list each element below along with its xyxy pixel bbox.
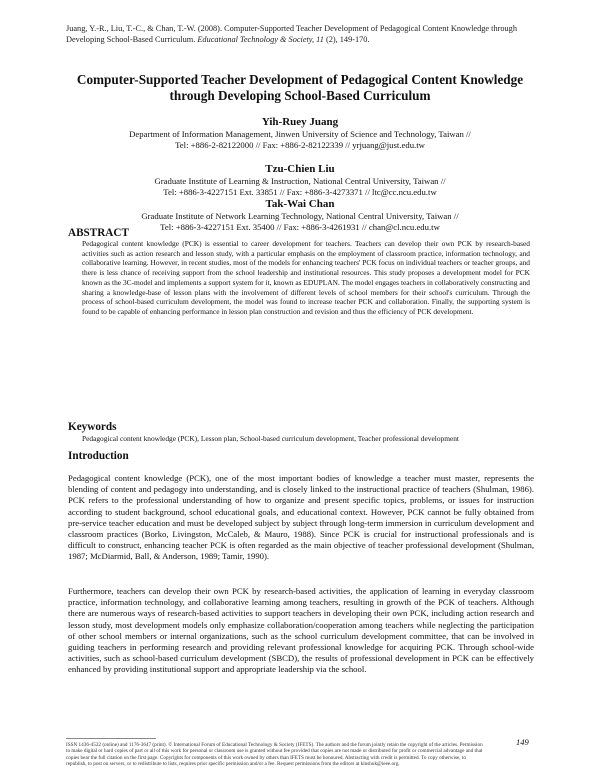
author-name: Yih-Ruey Juang bbox=[261, 116, 339, 128]
author-block-1 bbox=[62, 115, 538, 151]
keywords-body: Pedagogical content knowledge (PCK), Lesson plan, School-based curriculum development, Teacher professional development bbox=[82, 434, 459, 443]
author-contact: Tel: +886-2-82122000 // Fax: +886-2-82122339 // yrjuang@just.edu.tw bbox=[175, 140, 425, 150]
page-number: 149 bbox=[516, 737, 529, 747]
abstract-heading: ABSTRACT bbox=[68, 227, 129, 239]
footer-divider bbox=[66, 738, 156, 739]
citation-pages: (2), 149-170. bbox=[323, 35, 370, 44]
author-affiliation: Graduate Institute of Network Learning Technology, National Central University, Taiwan // bbox=[141, 211, 459, 221]
author-affiliation: Graduate Institute of Learning & Instruction, National Central University, Taiwan // bbox=[154, 176, 446, 186]
author-block-3 bbox=[62, 197, 538, 233]
introduction-paragraph-1: Pedagogical content knowledge (PCK), one of the most important bodies of knowledge a teacher must master, represents the blending of content and pedagogy into understanding, and is closely linked to the instructional practice of teachers (Shulman, 1986). PCK refers to the professional understanding of how to organize and present specific topics, problems, or issues for instruction according to student background, school educational goals, and educational context. However, PCK cannot be fully obtained from pre-service teacher education and must be developed subject by subject through long-term immersion in curriculum development and classroom practices (Borko, Livingston, McCaleb, & Mauro, 1988). Since PCK is crucial for instructional professionals and is difficult to construct, enhancing teacher PCK is often regarded as the main objective of teacher professional development (Shulman, 1987; McDiarmid, Ball, & Anderson, 1989; Tamir, 1990). bbox=[68, 473, 534, 562]
author-name: Tak-Wai Chan bbox=[265, 198, 335, 210]
author-name: Tzu-Chien Liu bbox=[265, 163, 335, 175]
citation-text: Juang, Y.-R., Liu, T.-C., & Chan, T.-W. (2008). Computer-Supported Teacher Development of Pedagogical Content Knowledge through Developing School-Based Curriculum. bbox=[66, 24, 517, 44]
author-contact: Tel: +886-3-4227151 Ext. 35400 // Fax: +886-3-4261931 // chan@cl.ncu.edu.tw bbox=[160, 222, 440, 232]
copyright-footnote: ISSN 1436-4522 (online) and 1176-3647 (print). © International Forum of Educational Technology & Society (IFETS). The authors and the forum jointly retain the copyright of the articles. Permission to make digital or hard copies of part or all of this work for personal or classroom use is granted without fee provided that copies are not made or distributed for profit or commercial advantage and that copies bear the full citation on the first page. Copyrights for components of this work owned by others than IFETS must be honoured. Abstracting with credit is permitted. To copy otherwise, to republish, to post on servers, or to redistribute to lists, requires prior specific permission and/or a fee. Request permissions from the editors at kinshuk@ieee.org. bbox=[66, 742, 483, 767]
keywords-heading: Keywords bbox=[68, 421, 117, 433]
author-affiliation: Department of Information Management, Jinwen University of Science and Technology, Taiwan // bbox=[129, 129, 471, 139]
paper-title: Computer-Supported Teacher Development of Pedagogical Content Knowledge through Developing School-Based Curriculum bbox=[76, 72, 524, 103]
introduction-heading: Introduction bbox=[68, 450, 129, 462]
author-contact: Tel: +886-3-4227151 Ext. 33851 // Fax: +886-3-4273371 // ltc@cc.ncu.edu.tw bbox=[163, 187, 437, 197]
citation-journal: Educational Technology & Society, 11 bbox=[197, 35, 324, 44]
abstract-body: Pedagogical content knowledge (PCK) is essential to career development for teachers. Teachers can develop their own PCK by research-based activities such as action research and lesson study, with a particular emphasis on the employment of classroom practice, information technology, and collaborative learning. However, in recent studies, most of the models for enhancing teachers' PCK focus on individual teachers or teacher groups, and there is less chance of receiving support from the school leadership and institutional resources. This study proposes a development model for PCK known as the 3C-model and implements a support system for it, known as EDUPLAN. The model engages teachers in collaboratively constructing and sharing a knowledge-base of lesson plans with the involvement of different levels of school members for their school's curriculum. Through the process of school-based curriculum development, the model was found to increase teacher PCK and collaboration. Finally, the supporting system is found to be capable of enhancing performance in lesson plan construction and revision and thus the efficiency of PCK development. bbox=[82, 239, 530, 316]
author-block-2 bbox=[62, 162, 538, 198]
citation-header bbox=[66, 23, 542, 45]
introduction-paragraph-2: Furthermore, teachers can develop their own PCK by research-based activities, the application of learning in everyday classroom practice, information technology, and collaborative learning among teachers, resulting in growth of the PCK of teachers. Although there are numerous ways of research-based activities to support teachers in developing their own PCK, including action research and lesson study, most development models only emphasize collaboration/cooperation among teachers while neglecting the participation of other school members or internal organizations, such as the school curriculum development committee, that can be involved in guiding teachers in performing research and providing relevant professional knowledge for acquiring PCK. Through school-wide activities, such as school-based curriculum development (SBCD), the results of professional development in PCK can be effectively enhanced by providing institutional support and appropriate leadership via the school. bbox=[68, 586, 534, 675]
